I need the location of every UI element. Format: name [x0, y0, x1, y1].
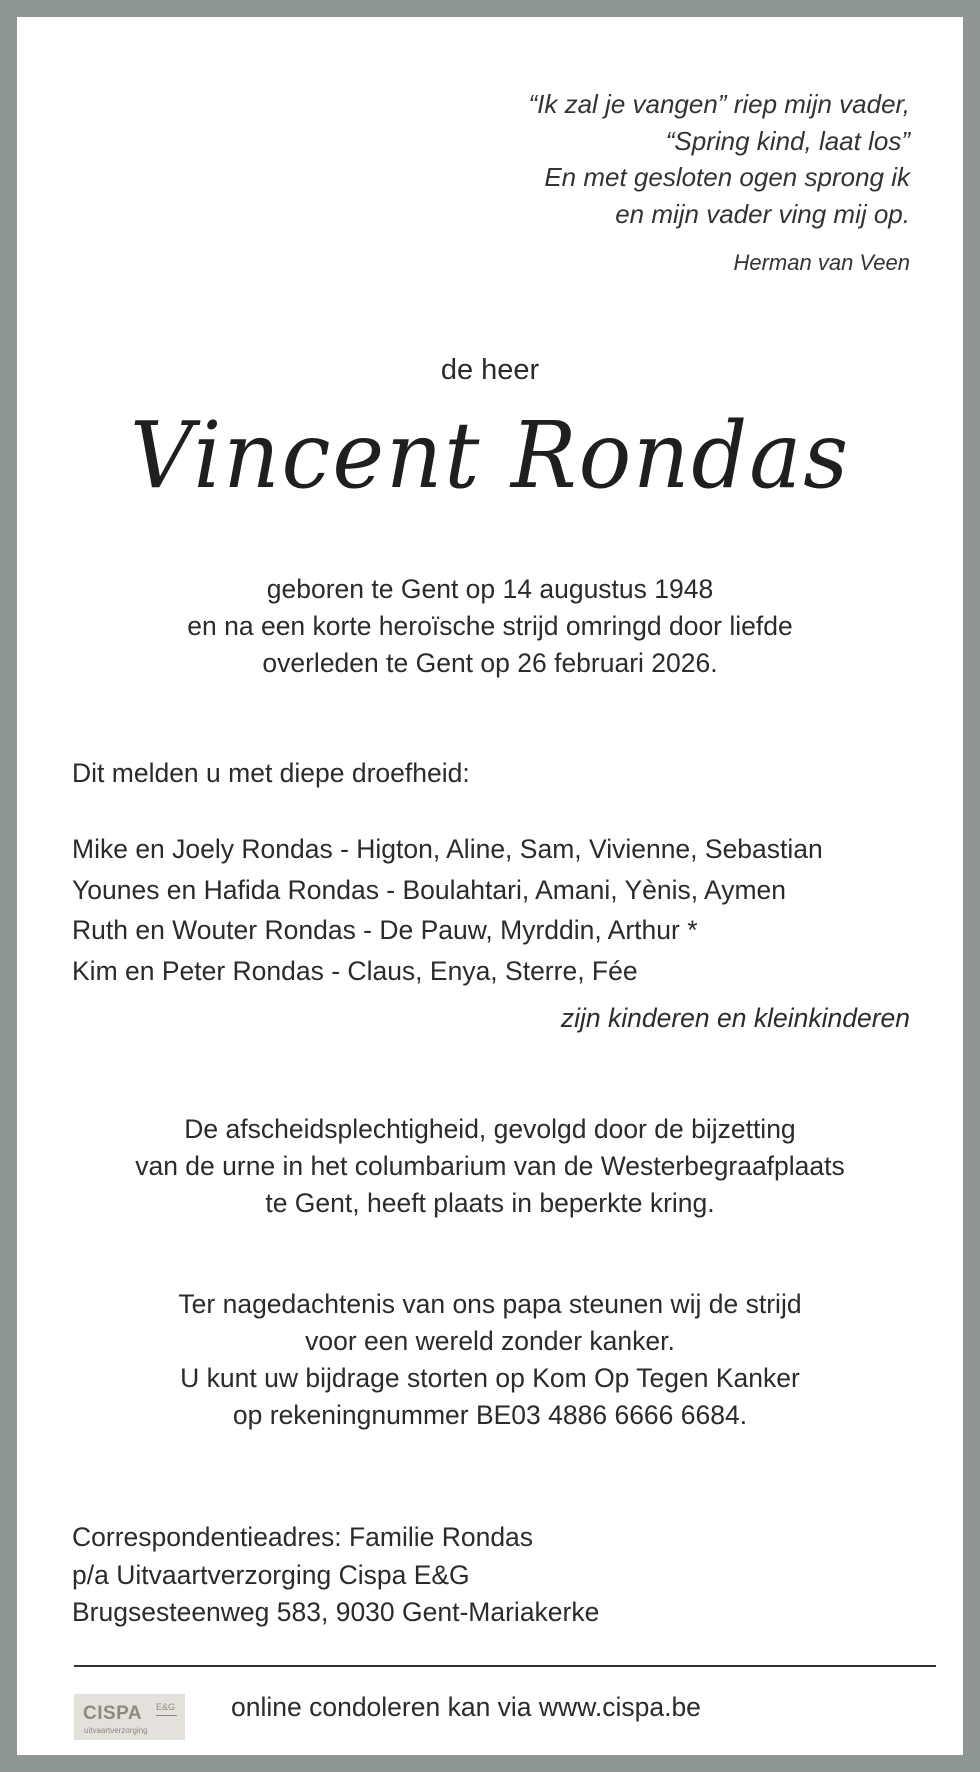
deceased-title: de heer [440, 354, 540, 386]
donation-line: op rekeningnummer BE03 4886 6666 6684. [232, 1400, 748, 1430]
birth-death-details [0, 571, 980, 682]
ceremony-line: te Gent, heeft plaats in beperkte kring. [265, 1188, 715, 1218]
family-role: zijn kinderen en kleinkinderen [560, 1003, 910, 1033]
address-line: Brugsesteenweg 583, 9030 Gent-Mariakerke [72, 1597, 600, 1627]
family-line: Mike en Joely Rondas - Higton, Aline, Sam, Vivienne, Sebastian [72, 834, 823, 864]
logo-subtitle: uitvaartverzorging [84, 1726, 148, 1735]
birth-line: geboren te Gent op 14 augustus 1948 [266, 574, 714, 604]
donation-line: U kunt uw bijdrage storten op Kom Op Tegen Kanker [180, 1363, 800, 1393]
ceremony-details [0, 1111, 980, 1222]
announcement: Dit melden u met diepe droefheid: [72, 758, 470, 788]
cispa-logo [74, 1694, 185, 1740]
footer-divider [74, 1665, 936, 1667]
quote-line: En met gesloten ogen sprong ik [544, 162, 910, 192]
donation-details [0, 1286, 980, 1434]
birth-line: en na een korte heroïsche strijd omringd door liefde [187, 611, 793, 641]
quote-line: “Ik zal je vangen” riep mijn vader, [528, 89, 910, 119]
logo-rule [156, 1715, 177, 1716]
family-line: Ruth en Wouter Rondas - De Pauw, Myrddin, Arthur * [72, 915, 698, 945]
family-line: Younes en Hafida Rondas - Boulahtari, Amani, Yènis, Aymen [72, 874, 786, 905]
ceremony-line: De afscheidsplechtigheid, gevolgd door de bijzetting [184, 1114, 796, 1144]
address-line: Correspondentieadres: Familie Rondas [72, 1522, 534, 1552]
family-list [72, 829, 912, 991]
family-line: Kim en Peter Rondas - Claus, Enya, Sterre, Fée [72, 955, 638, 986]
correspondence-address [72, 1519, 912, 1632]
donation-line: Ter nagedachtenis van ons papa steunen wij de strijd [178, 1289, 802, 1319]
quote-line: “Spring kind, laat los” [665, 125, 910, 156]
ceremony-line: van de urne in het columbarium van de Westerbegraafplaats [135, 1151, 845, 1181]
address-line: p/a Uitvaartverzorging Cispa E&G [72, 1559, 470, 1590]
birth-line: overleden te Gent op 26 februari 2026. [262, 648, 718, 678]
logo-superscript: E&G [156, 1702, 176, 1712]
deceased-name: Vincent Rondas [130, 402, 850, 509]
online-condolence-link[interactable]: online condoleren kan via www.cispa.be [231, 1692, 701, 1722]
donation-line: voor een wereld zonder kanker. [305, 1326, 675, 1356]
logo-name: CISPA [83, 1703, 143, 1724]
quote-line: en mijn vader ving mij op. [615, 198, 910, 229]
poem-quote [270, 86, 910, 232]
quote-author: Herman van Veen [733, 250, 910, 275]
